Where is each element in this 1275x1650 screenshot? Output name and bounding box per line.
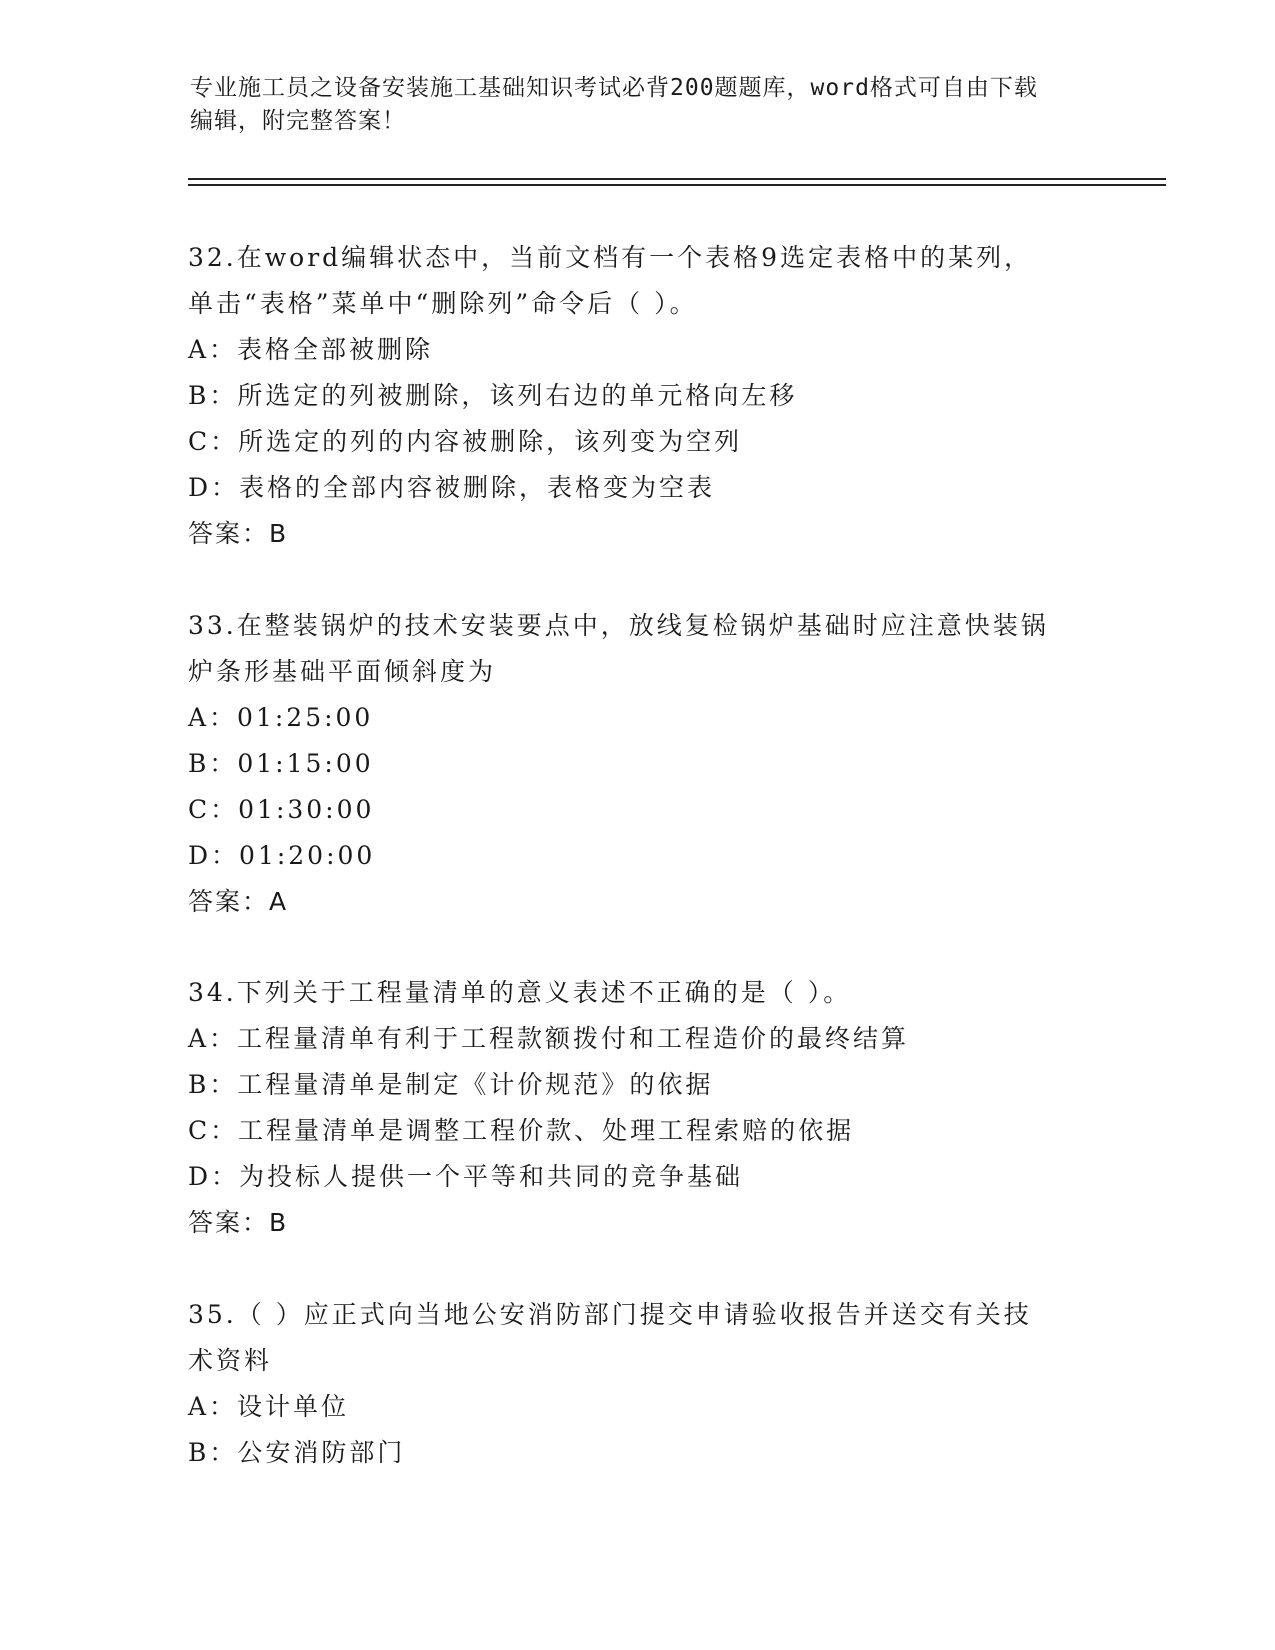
option-b: B：工程量清单是制定《计价规范》的依据 <box>188 1070 714 1099</box>
question-32 <box>188 235 1088 557</box>
option-d: D：为投标人提供一个平等和共同的竞争基础 <box>188 1162 744 1191</box>
option-b: B：01:15:00 <box>188 749 374 778</box>
option-c: C：01:30:00 <box>188 795 375 824</box>
header-line-2: 编辑，附完整答案！ <box>190 108 406 134</box>
option-a: A：01:25:00 <box>188 703 374 732</box>
option-b: B：公安消防部门 <box>188 1438 406 1467</box>
question-stem-line-2: 术资料 <box>188 1346 273 1375</box>
option-c: C：所选定的列的内容被删除，该列变为空列 <box>188 427 743 456</box>
question-33 <box>188 603 1088 925</box>
document-header <box>190 72 1090 138</box>
question-stem-line-1: 35.（ ）应正式向当地公安消防部门提交申请验收报告并送交有关技 <box>188 1300 1032 1329</box>
question-34 <box>188 970 1088 1246</box>
answer-label: 答案：B <box>188 1208 289 1237</box>
option-a: A：表格全部被删除 <box>188 335 434 364</box>
answer-label: 答案：A <box>188 887 289 916</box>
header-divider-bottom <box>188 184 1166 186</box>
option-d: D：表格的全部内容被删除，表格变为空表 <box>188 473 716 502</box>
option-a: A：工程量清单有利于工程款额拨付和工程造价的最终结算 <box>188 1024 910 1053</box>
question-stem-line-1: 34.下列关于工程量清单的意义表述不正确的是（ ）。 <box>188 978 852 1007</box>
option-b: B：所选定的列被删除，该列右边的单元格向左移 <box>188 381 798 410</box>
option-a: A：设计单位 <box>188 1392 350 1421</box>
header-line-1: 专业施工员之设备安装施工基础知识考试必背200题题库，word格式可自由下载 <box>190 75 1038 101</box>
question-stem-line-1: 33.在整装锅炉的技术安装要点中，放线复检锅炉基础时应注意快装锅 <box>188 611 1049 640</box>
header-divider-top <box>188 178 1166 180</box>
option-c: C：工程量清单是调整工程价款、处理工程索赔的依据 <box>188 1116 855 1145</box>
answer-label: 答案：B <box>188 519 289 548</box>
question-stem-line-2: 单击“表格”菜单中“删除列”命令后（ ）。 <box>188 289 698 318</box>
question-stem-line-2: 炉条形基础平面倾斜度为 <box>188 657 497 686</box>
question-stem-line-1: 32.在word编辑状态中，当前文档有一个表格9选定表格中的某列， <box>188 243 1033 272</box>
option-d: D：01:20:00 <box>188 841 376 870</box>
question-35 <box>188 1292 1088 1476</box>
